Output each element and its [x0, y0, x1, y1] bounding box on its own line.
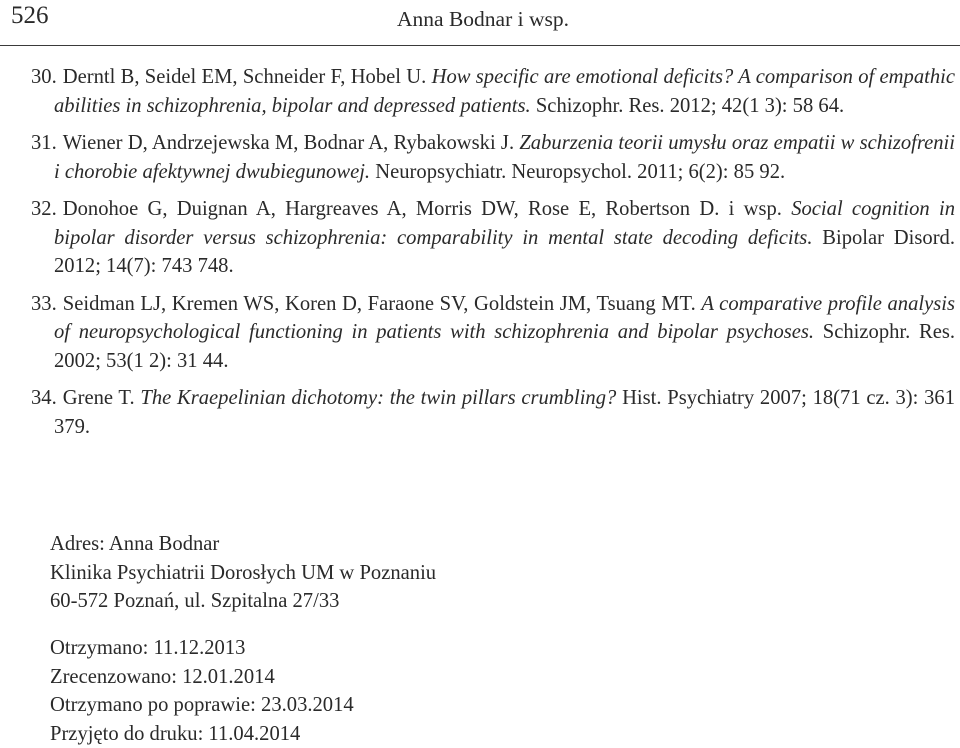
reference-source: Hist. Psychiatry 2007; 18(71 cz. 3): 361 379. [54, 387, 955, 438]
reference-item [31, 129, 955, 186]
reference-source: Schizophr. Res. 2012; 42(1 3): 58 64. [535, 94, 845, 117]
address-line: Adres: Anna Bodnar [50, 533, 220, 555]
reference-source: Schizophr. Res. 2002; 53(1 2): 31 44. [54, 321, 956, 372]
date-revised: Otrzymano po poprawie: 23.03.2014 [50, 694, 354, 716]
page-number: 526 [11, 2, 49, 29]
date-reviewed: Zrecenzowano: 12.01.2014 [50, 665, 275, 688]
reference-number: 32. [31, 198, 57, 220]
manuscript-dates [50, 634, 354, 748]
address-line: Klinika Psychiatrii Dorosłych UM w Poznaniu [50, 561, 437, 584]
reference-source: Bipolar Disord. 2012; 14(7): 743 748. [54, 226, 955, 277]
reference-authors: Seidman LJ, Kremen WS, Koren D, Faraone SV, Goldstein JM, Tsuang MT. [62, 292, 696, 315]
reference-item [31, 290, 955, 376]
reference-number: 34. [31, 387, 57, 409]
address-line: 60-572 Poznań, ul. Szpitalna 27/33 [50, 590, 340, 612]
reference-item [31, 63, 955, 120]
reference-authors: Donohoe G, Duignan A, Hargreaves A, Morris DW, Rose E, Robertson D. i wsp. [62, 198, 782, 220]
reference-source: Neuropsychiatr. Neuropsychol. 2011; 6(2): 85 92. [375, 160, 786, 183]
reference-authors: Wiener D, Andrzejewska M, Bodnar A, Rybakowski J. [62, 132, 515, 154]
header-rule [0, 45, 960, 46]
reference-item [31, 195, 955, 281]
reference-item [31, 384, 955, 441]
reference-title: The Kraepelinian dichotomy: the twin pillars crumbling? [140, 387, 617, 409]
date-received: Otrzymano: 11.12.2013 [50, 637, 246, 659]
reference-title: A comparative profile analysis of neuropsychological functioning in patients with schizophrenia and bipolar psychoses. [54, 292, 955, 343]
reference-title: How specific are emotional deficits? A comparison of empathic abilities in schizophrenia, bipolar and depressed patients. [54, 66, 955, 117]
reference-number: 30. [31, 66, 57, 88]
reference-authors: Derntl B, Seidel EM, Schneider F, Hobel U. [62, 66, 427, 88]
reference-number: 31. [31, 132, 57, 154]
reference-list [31, 63, 955, 450]
reference-title: Social cognition in bipolar disorder versus schizophrenia: comparability in mental state decoding deficits. [54, 198, 955, 249]
correspondence-address [50, 530, 436, 616]
reference-authors: Grene T. [62, 387, 135, 409]
reference-number: 33. [31, 292, 57, 315]
date-accepted: Przyjęto do druku: 11.04.2014 [50, 722, 301, 745]
reference-title: Zaburzenia teorii umysłu oraz empatii w schizofrenii i chorobie afektywnej dwubiegunowej. [54, 132, 955, 183]
running-head: Anna Bodnar i wsp. [397, 7, 569, 31]
